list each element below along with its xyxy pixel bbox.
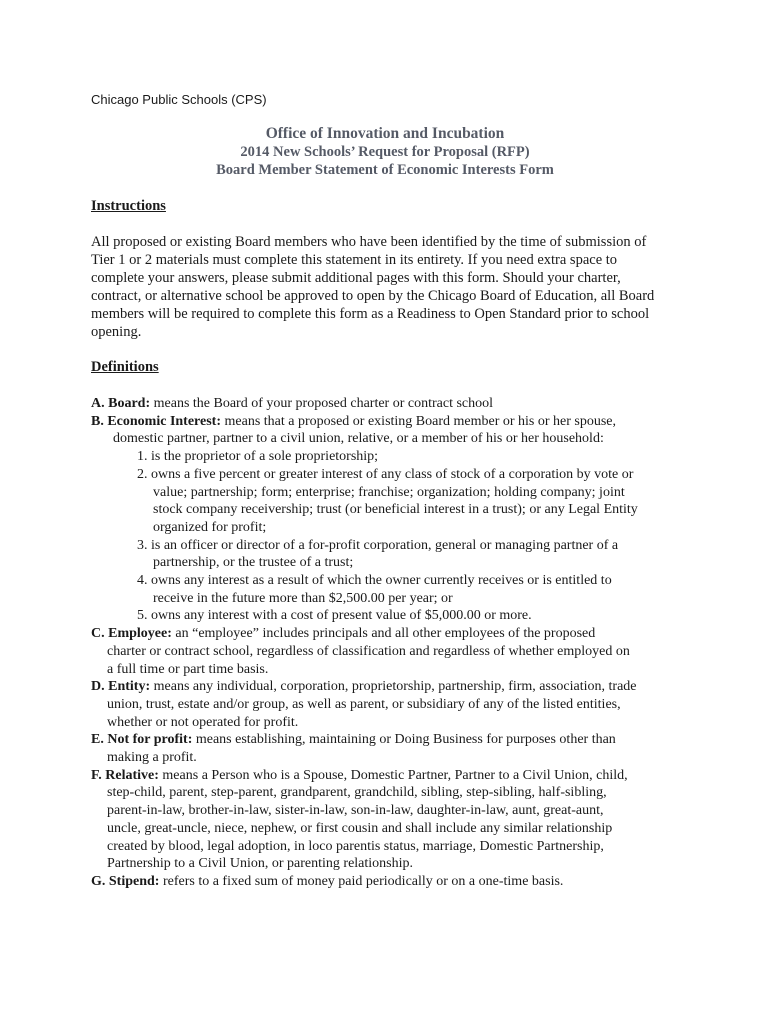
text-relative-cont: parent-in-law, brother-in-law, sister-in-law, son-in-law, daughter-in-law, aunt, great-aunt, — [107, 803, 604, 819]
definitions-list — [91, 395, 691, 891]
instructions-line: Tier 1 or 2 materials must complete this statement in its entirety. If you need extra space to — [91, 252, 618, 268]
text-relative: means a Person who is a Spouse, Domestic Partner, Partner to a Civil Union, child, — [158, 767, 628, 783]
term-relative: F. Relative: — [91, 767, 159, 783]
text-not-for-profit-cont: making a profit. — [107, 750, 197, 766]
definitions-heading: Definitions — [91, 359, 159, 375]
instructions-line: All proposed or existing Board members who have been identified by the time of submission of — [91, 234, 647, 250]
definition-stipend — [91, 873, 691, 891]
subitem-4-cont: receive in the future more than $2,500.00 per year; or — [153, 590, 453, 606]
text-employee-cont: a full time or part time basis. — [107, 661, 269, 677]
definition-economic-interest — [91, 413, 691, 431]
text-economic-interest: means that a proposed or existing Board member or his or her spouse, — [221, 413, 617, 429]
text-entity-cont: union, trust, estate and/or group, as well as parent, or subsidiary of any of the listed entities, — [107, 696, 621, 712]
subitem-2: 2. owns a five percent or greater interest of any class of stock of a corporation by vote or — [137, 466, 634, 482]
subitem-1: 1. is the proprietor of a sole proprietorship; — [137, 449, 379, 465]
subitem-2-cont: stock company receivership; trust (or beneficial interest in a trust); or any Legal Entity — [153, 502, 638, 518]
instructions-paragraph — [91, 233, 681, 341]
text-economic-interest-cont: domestic partner, partner to a civil union, relative, or a member of his or her household: — [113, 431, 604, 447]
text-entity-cont: whether or not operated for profit. — [107, 714, 299, 730]
term-stipend: G. Stipend: — [91, 873, 160, 889]
instructions-line: complete your answers, please submit additional pages with this form. Should your charter, — [91, 270, 621, 286]
text-not-for-profit: means establishing, maintaining or Doing Business for purposes other than — [192, 732, 616, 748]
subitem-2-cont: value; partnership; form; enterprise; franchise; organization; holding company; joint — [153, 484, 625, 500]
text-relative-cont: step-child, parent, step-parent, grandparent, grandchild, sibling, step-sibling, half-sibling, — [107, 785, 607, 801]
text-entity: means any individual, corporation, proprietorship, partnership, firm, association, trade — [150, 679, 637, 695]
term-economic-interest: B. Economic Interest: — [91, 413, 221, 429]
definition-relative — [91, 767, 691, 785]
definition-board — [91, 395, 691, 413]
instructions-line: contract, or alternative school be approved to open by the Chicago Board of Education, all Board — [91, 288, 655, 304]
text-employee-cont: charter or contract school, regardless of classification and regardless of whether employed on — [107, 643, 630, 659]
definition-not-for-profit — [91, 731, 691, 749]
term-entity: D. Entity: — [91, 679, 151, 695]
document-title-block — [0, 125, 770, 179]
text-stipend: refers to a fixed sum of money paid periodically or on a one-time basis. — [159, 873, 564, 889]
text-relative-cont: Partnership to a Civil Union, or parenting relationship. — [107, 856, 414, 872]
rfp-title: 2014 New Schools’ Request for Proposal (RFP) — [240, 144, 530, 160]
office-title: Office of Innovation and Incubation — [265, 125, 505, 142]
form-title: Board Member Statement of Economic Interests Form — [216, 162, 554, 178]
text-relative-cont: uncle, great-uncle, niece, nephew, or first cousin and shall include any similar relationship — [107, 820, 613, 836]
text-board: means the Board of your proposed charter or contract school — [150, 396, 494, 411]
organization-name: Chicago Public Schools (CPS) — [91, 92, 267, 107]
subitem-5: 5. owns any interest with a cost of present value of $5,000.00 or more. — [137, 608, 532, 624]
definition-entity — [91, 678, 691, 696]
subitem-4: 4. owns any interest as a result of which the owner currently receives or is entitled to — [137, 573, 612, 589]
subitem-3-cont: partnership, or the trustee of a trust; — [153, 555, 354, 571]
definition-employee — [91, 625, 691, 643]
term-not-for-profit: E. Not for profit: — [91, 732, 193, 748]
term-board: A. Board: — [91, 396, 151, 411]
text-relative-cont: created by blood, legal adoption, in loco parentis status, marriage, Domestic Partnership, — [107, 838, 604, 854]
instructions-heading: Instructions — [91, 198, 166, 214]
text-employee: an “employee” includes principals and all other employees of the proposed — [171, 626, 596, 642]
term-employee: C. Employee: — [91, 626, 172, 642]
subitem-3: 3. is an officer or director of a for-profit corporation, general or managing partner of a — [137, 537, 619, 553]
subitem-2-cont: organized for profit; — [153, 519, 267, 535]
instructions-line: opening. — [91, 324, 142, 340]
instructions-line: members will be required to complete this form as a Readiness to Open Standard prior to school — [91, 306, 650, 322]
